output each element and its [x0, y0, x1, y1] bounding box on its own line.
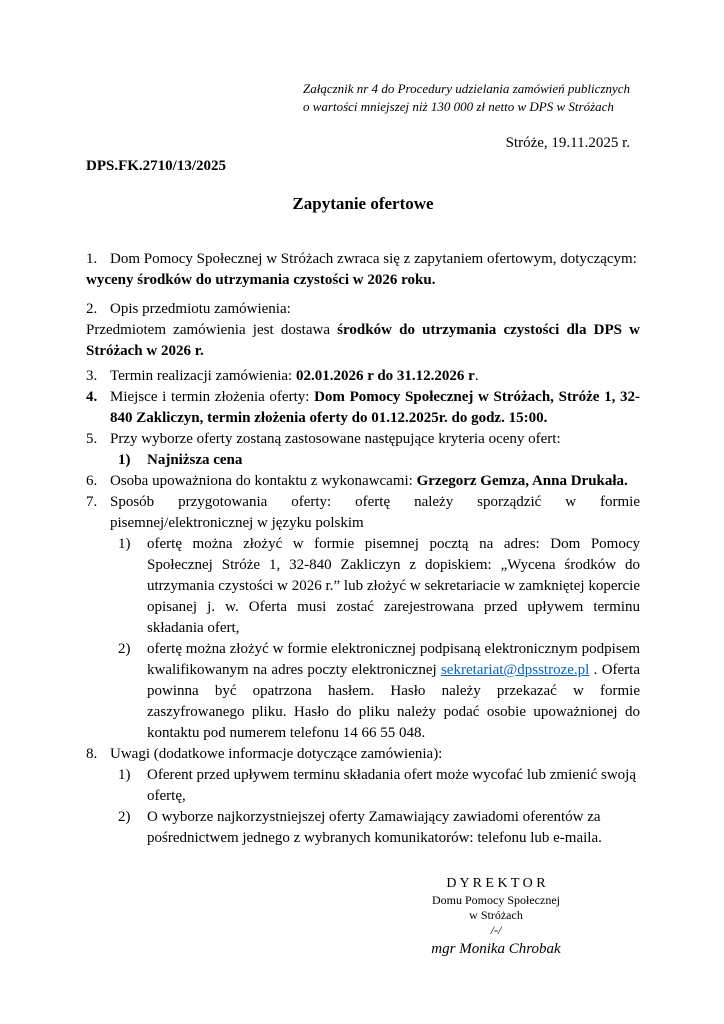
sub-item-text-before: ofertę można złożyć w formie elektronicznej podpisaną elektronicznym podpisem kwalifikowanym na adres poczty elektronicznej	[147, 641, 640, 678]
item-number: 3.	[86, 368, 98, 384]
paragraph-bold: środków do utrzymania czystości dla DPS w Stróżach w 2026 r.	[86, 322, 641, 359]
document-title: Zapytanie ofertowe	[292, 194, 434, 213]
sub-item-number: 2)	[118, 641, 131, 657]
annex-note-line1: Załącznik nr 4 do Procedury udzielania zamówień publicznych	[303, 81, 631, 96]
item-text-bold: 02.01.2026 r do 31.12.2026 r	[295, 368, 475, 384]
reference-number: DPS.FK.2710/13/2025	[86, 158, 227, 174]
sub-item-text-after: . Oferta powinna być opatrzona hasłem. Hasło należy przekazać w formie zaszyfrowanego pliku. Hasło do pliku należy podać osobie upoważnionej do kontaktu pod numerem telefonu 14 66 55 048.	[147, 662, 640, 741]
item-text-bold: Grzegorz Gemza, Anna Drukała.	[416, 473, 628, 489]
list-item-5	[86, 429, 640, 471]
sub-item-8-2	[118, 807, 640, 849]
sub-item-number: 1)	[118, 452, 131, 468]
sub-item-text: ofertę można złożyć w formie pisemnej pocztą na adres: Dom Pomocy Społecznej Stróże 1, 32-840 Zakliczyn z dopiskiem: „Wycena środków do utrzymania czystości w 2026 r.” lub złożyć w sekretariacie w zamkniętej kopercie opisanej j. w. Oferta musi zostać zarejestrowana przed upływem terminu składania ofert,	[147, 536, 640, 636]
paragraph-regular: Przedmiotem zamówienia jest dostawa	[86, 322, 338, 338]
dateline: Stróże, 19.11.2025 r.	[505, 135, 630, 151]
item-text: Sposób przygotowania oferty: ofertę należy sporządzić w formie pisemnej/elektronicznej w języku polskim	[110, 494, 640, 531]
list-item-3	[86, 366, 640, 387]
item-text	[110, 471, 640, 492]
item-body	[110, 492, 640, 744]
signature-block	[376, 875, 616, 960]
sub-item-text	[147, 639, 640, 744]
sub-item-text: Oferent przed upływem terminu składania ofert może wycofać lub zmienić swoją ofertę,	[147, 767, 636, 804]
sub-item-number: 2)	[118, 809, 131, 825]
list-item-1	[86, 249, 640, 270]
item-text-regular: Miejsce i termin złożenia oferty:	[110, 389, 315, 405]
signature-role: D Y R E K T O R	[446, 876, 546, 891]
list-item-7	[86, 492, 640, 744]
item-text-bold: Dom Pomocy Społecznej w Stróżach, Stróże 1, 32-840 Zakliczyn, termin złożenia oferty do 01.12.2025r. do godz. 15:00.	[110, 389, 640, 426]
item-text-regular: Osoba upoważniona do kontaktu z wykonawcami:	[110, 473, 417, 489]
signature-name: mgr Monika Chrobak	[431, 941, 561, 957]
item-text: Uwagi (dodatkowe informacje dotyczące zamówienia):	[110, 746, 443, 762]
annex-note-line2: o wartości mniejszej niż 130 000 zł netto w DPS w Stróżach	[303, 99, 614, 114]
item-text	[110, 387, 640, 429]
list-item-6	[86, 471, 640, 492]
sub-item-8-1	[118, 765, 640, 807]
sub-item-number: 1)	[118, 536, 131, 552]
item-number: 8.	[86, 746, 98, 762]
item-number: 5.	[86, 431, 98, 447]
item-text-suffix: .	[474, 368, 479, 384]
item-body	[110, 744, 640, 849]
item-number: 7.	[86, 494, 98, 510]
list-item-1-bold-line: wyceny środków do utrzymania czystości w 2026 roku.	[86, 272, 436, 288]
main-list	[86, 249, 640, 849]
list-item-2	[86, 299, 640, 320]
list-item-4	[86, 387, 640, 429]
sub-item-text: O wyborze najkorzystniejszej oferty Zamawiający zawiadomi oferentów za pośrednictwem jednego z wybranych komunikatorów: telefonu lub e-maila.	[147, 809, 602, 846]
signature-org-line1: Domu Pomocy Społecznej	[432, 893, 560, 907]
item-number: 2.	[86, 301, 98, 317]
item-number: 1.	[86, 251, 98, 267]
annex-note	[303, 80, 640, 116]
sub-item-7-1	[118, 534, 640, 639]
sub-item-number: 1)	[118, 767, 131, 783]
sub-item-7-2	[118, 639, 640, 744]
email-link[interactable]: sekretariat@dpsstroze.pl	[440, 662, 590, 678]
list-item-8	[86, 744, 640, 849]
sub-item-text: Najniższa cena	[147, 452, 243, 468]
item-number: 4.	[86, 389, 98, 405]
item-number: 6.	[86, 473, 98, 489]
signature-org-line2: w Stróżach	[469, 908, 523, 922]
item-text: Opis przedmiotu zamówienia:	[110, 301, 291, 317]
item-text	[110, 366, 640, 387]
item-text: Dom Pomocy Społecznej w Stróżach zwraca się z zapytaniem ofertowym, dotyczącym:	[110, 251, 637, 267]
sub-item-5-1	[118, 450, 640, 471]
item-text-regular: Termin realizacji zamówienia:	[110, 368, 296, 384]
signature-signed-mark: /-/	[490, 923, 502, 937]
item-body	[110, 429, 640, 471]
list-item-2-paragraph	[86, 320, 640, 362]
item-text: Przy wyborze oferty zostaną zastosowane następujące kryteria oceny ofert:	[110, 431, 561, 447]
